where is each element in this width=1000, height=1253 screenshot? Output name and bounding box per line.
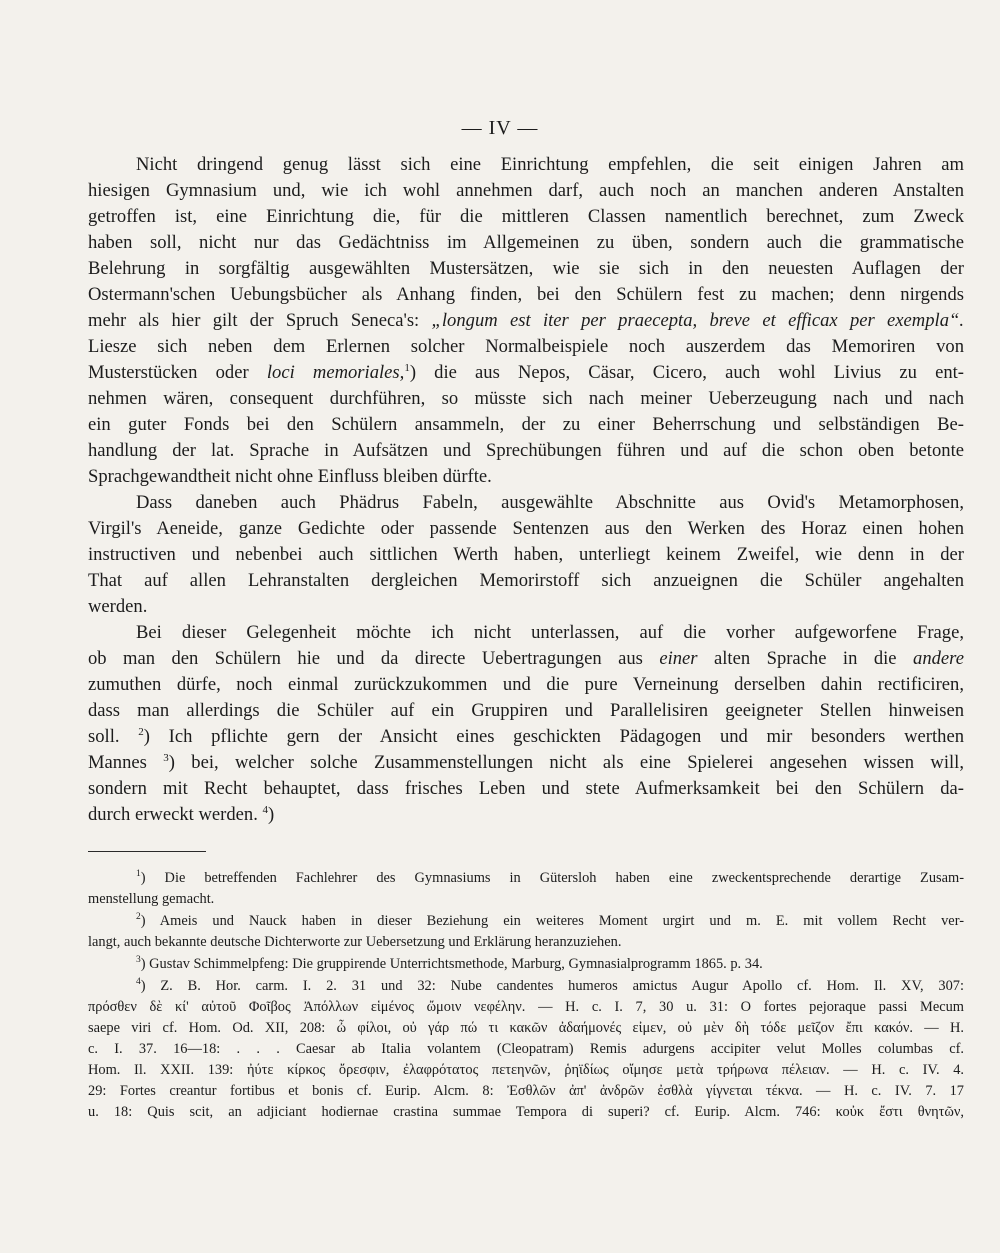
text-line [88,308,964,334]
footnote-line: menstellung gemacht. [88,891,215,907]
text-line: Nicht dringend genug lässt sich eine Einrichtung empfehlen, die seit einigen Jahren am [136,154,964,175]
text-run: Musterstücken oder [88,362,249,383]
footnote-line [88,976,964,997]
text-run: ) Die betreffenden Fachlehrer des Gymnasiums in Gütersloh haben eine zweckentsprechende derartige Zusam- [140,870,964,886]
text-line [88,750,964,776]
text-run: ) [268,804,275,825]
footnote-marker-2: 2 [136,912,141,922]
text-line: Dass daneben auch Phädrus Fabeln, ausgewählte Abschnitte aus Ovid's Metamorphosen, [136,492,964,513]
footnote-marker-4: 4 [136,977,141,987]
footnote-ref-2: 2 [138,726,144,738]
text-line: nehmen wären, consequent durchführen, so müsste sich nach meiner Ueberzeugung nach und nach [88,388,964,409]
main-text [88,152,964,828]
text-run: ) Ameis und Nauck haben in dieser Beziehung ein weiteres Moment urgirt und m. E. mit vollem Recht ver- [140,913,964,929]
footnote-line: u. 18: Quis scit, an adjiciant hodiernae crastina summae Tempora di superi? cf. Eurip. Alcm. 746: κοὐκ ἔστι θνητῶν, [88,1104,964,1120]
footnotes [88,868,964,1123]
seneca-quote: „longum est iter per praecepta, breve et efficax per exempla“. [431,310,964,331]
text-line [88,360,964,386]
emphasis-text: andere [913,648,964,669]
footnote-line [88,868,964,889]
text-line: That auf allen Lehranstalten dergleichen Memorirstoff sich anzueignen die Schüler angehalten [88,570,964,591]
page-number: — IV — [461,117,539,139]
text-line: dass man allerdings die Schüler auf ein Gruppiren und Parallelisiren geeigneter Stellen hinweisen [88,700,964,721]
text-run: ob man den Schülern hie und da directe Uebertragungen aus [88,648,643,669]
footnote-line: saepe viri cf. Hom. Od. XII, 208: ὦ φίλοι, οὐ γάρ πώ τι κακῶν ἀδαήμονές εἰμεν, οὐ μὲν δὴ τόδε μεῖζον ἔπι κακόν. — H. [88,1020,964,1036]
text-line: sondern mit Recht behauptet, dass frisches Leben und stete Aufmerksamkeit bei den Schülern da- [88,778,964,799]
emphasis-text: loci memoriales, [266,362,405,383]
footnote-marker-3: 3 [136,955,141,965]
text-line: instructiven und nebenbei auch sittlichen Werth haben, unterliegt keinem Zweifel, wie denn in der [88,544,964,565]
text-line: Sprachgewandtheit nicht ohne Einfluss bleiben dürfte. [88,466,492,487]
footnote-line: πρόσθεν δὲ κί' αὐτοῦ Φοῖβος Ἀπόλλων εἱμένος ὤμοιν νεφέλην. — H. c. I. 7, 30 u. 31: O fortes pejoraque passi Mecum [88,999,964,1015]
text-line: Ostermann'schen Uebungsbücher als Anhang finden, bei den Schülern fest zu machen; denn nirgends [88,284,964,305]
text-run: ) die aus Nepos, Cäsar, Cicero, auch wohl Livius zu ent- [409,362,964,383]
text-run: alten Sprache in die [714,648,897,669]
text-line: handlung der lat. Sprache in Aufsätzen und Sprechübungen führen und auf die schon oben betonte [88,440,964,461]
text-line: Liesze sich neben dem Erlernen solcher Normalbeispiele noch auszerdem das Memoriren von [88,336,964,357]
text-line: werden. [88,596,148,617]
text-line [88,802,964,828]
footnote-ref-3: 3 [163,752,169,764]
text-run: Mannes [88,752,147,773]
footnote-line [88,954,964,975]
footnote-marker-1: 1 [136,869,141,879]
text-run: ) Ich pflichte gern der Ansicht eines geschickten Pädagogen und mir besonders werthen [143,726,965,747]
footnote-line: langt, auch bekannte deutsche Dichterworte zur Uebersetzung und Erklärung heranzuziehen. [88,934,622,950]
text-line [88,724,964,750]
text-run: ) Z. B. Hor. carm. I. 2. 31 und 32: Nube candentes humeros amictus Augur Apollo cf. Hom. Il. XV, 307: [140,978,964,994]
text-run: mehr als hier gilt der Spruch Seneca's: [88,310,420,331]
text-line: zumuthen dürfe, noch einmal zurückzukommen und die pure Verneinung derselben dahin rectificiren, [88,674,964,695]
text-run: soll. [88,726,120,747]
footnote-line: c. I. 37. 16—18: . . . Caesar ab Italia volantem (Cleopatram) Remis adurgens accipiter velut Molles columbas cf. [88,1041,964,1057]
emphasis-text: einer [659,648,698,669]
text-line: hiesigen Gymnasium und, wie ich wohl annehmen darf, auch noch an manchen anderen Anstalten [88,180,964,201]
text-line: ein guter Fonds bei den Schülern ansammeln, der zu einer Beherrschung und selbständigen Be- [88,414,964,435]
text-line: Virgil's Aeneide, ganze Gedichte oder passende Sentenzen aus den Werken des Horaz einen hohen [88,518,964,539]
text-line: Bei dieser Gelegenheit möchte ich nicht unterlassen, auf die vorher aufgeworfene Frage, [136,622,964,643]
text-run: ) Gustav Schimmelpfeng: Die gruppirende Unterrichtsmethode, Marburg, Gymnasialprogramm 1865. p. 34. [140,956,763,972]
footnote-divider [88,851,206,852]
footnote-line: 29: Fortes creantur fortibus et bonis cf. Eurip. Alcm. 8: Ἐσθλῶν ἀπ' ἀνδρῶν ἐσθλὰ γίγνεται τέκνα. — H. c. IV. 7. 17 [88,1083,964,1099]
footnote-ref-1: 1 [404,362,410,374]
footnote-ref-4: 4 [262,804,268,816]
text-run: ) bei, welcher solche Zusammenstellungen nicht als eine Spielerei angesehen wissen will, [168,752,964,773]
footnote-line: Hom. Il. XXII. 139: ἠύτε κίρκος ὄρεσφιν, ἐλαφρότατος πετεηνῶν, ῥηϊδίως οἴμησε μετὰ τρήρωνα πέλειαν. — H. c. IV. 4. [88,1062,964,1078]
text-line: Belehrung in sorgfältig ausgewählten Mustersätzen, wie sie sich in den neuesten Auflagen der [88,258,964,279]
text-line [88,646,964,672]
text-line: haben soll, nicht nur das Gedächtniss im Allgemeinen zu üben, sondern auch die grammatische [88,232,964,253]
text-run: durch erweckt werden. [88,804,258,825]
text-line: getroffen ist, eine Einrichtung die, für die mittleren Classen namentlich berechnet, zum Zweck [88,206,964,227]
footnote-line [88,911,964,932]
